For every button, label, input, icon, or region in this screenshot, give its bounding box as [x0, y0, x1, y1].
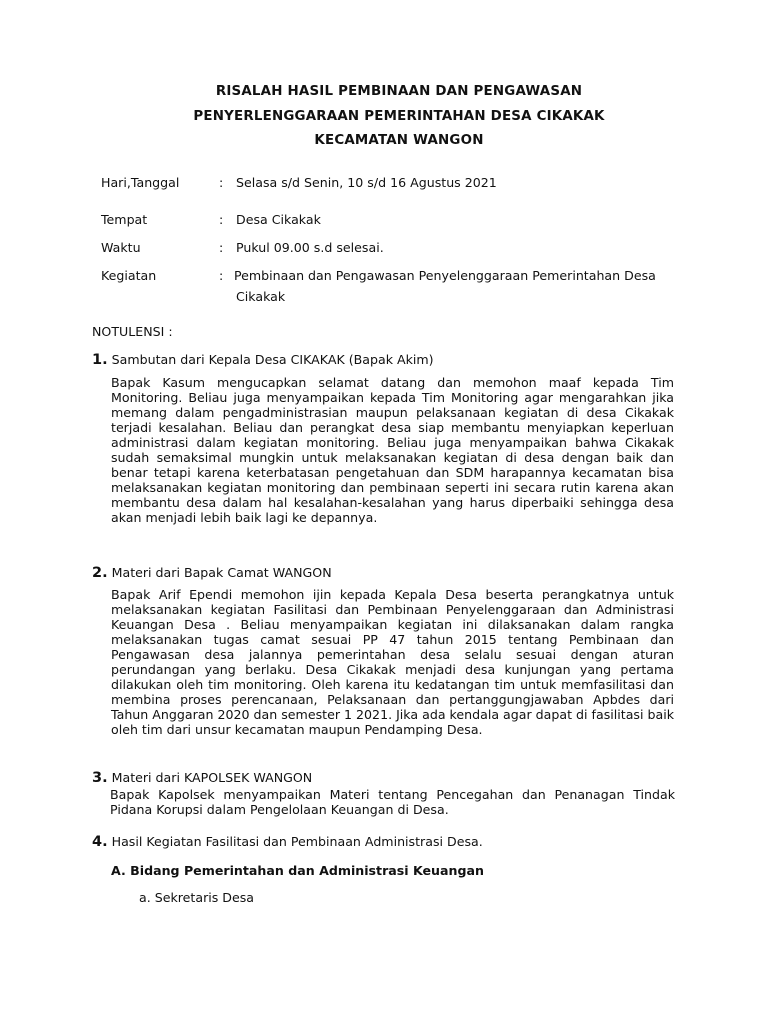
hari-value: Selasa s/d Senin, 10 s/d 16 Agustus 2021: [236, 175, 497, 190]
colon: :: [219, 240, 224, 255]
kegiatan-value-line-2: Cikakak: [236, 289, 286, 304]
subsection-a-item: a. Sekretaris Desa: [139, 890, 255, 905]
section-4-heading: [92, 833, 483, 851]
document-title-line-1: RISALAH HASIL PEMBINAAN DAN PENGAWASAN: [215, 84, 583, 99]
document-title-line-2: PENYERLENGGARAAN PEMERINTAHAN DESA CIKAKAK: [193, 109, 605, 124]
section-2-body: Bapak Arif Ependi memohon ijin kepada Kepala Desa beserta perangkatnya untuk melaksanakan kegiatan Fasilitasi dan Pembinaan Penyelenggaraan dan Administrasi Keuangan Desa . Beliau menyampaikan kegiatan ini dilaksanakan dalam rangka melaksanakan tugas camat sesuai PP 47 tahun 2015 tentang Pembinaan dan Pengawasan desa jalannya pemerintahan desa selalu sesuai dengan aturan perundangan yang berlaku. Desa Cikakak menjadi desa kunjungan yang pertama dilakukan oleh tim monitoring. Oleh karena itu kedatangan tim untuk memfasilitasi dan membina proses perencanaan, Pelaksanaan dan pertanggungjawaban Apbdes dari Tahun Anggaran 2020 dan semester 1 2021. Jika ada kendala agar dapat di fasilitasi baik oleh tim dari unsur kecamatan maupun Pendamping Desa.: [111, 587, 674, 737]
colon: :: [219, 212, 224, 227]
kegiatan-label: Kegiatan: [101, 268, 157, 283]
section-3-body: Bapak Kapolsek menyampaikan Materi tentang Pencegahan dan Penanagan Tindak Pidana Korupsi dalam Pengelolaan Keuangan di Desa.: [110, 787, 675, 817]
hari-label: Hari,Tanggal: [101, 175, 180, 190]
notulensi-label: NOTULENSI :: [92, 324, 173, 339]
document-title-line-3: KECAMATAN WANGON: [314, 133, 484, 148]
section-heading-text: Materi dari KAPOLSEK WANGON: [111, 770, 313, 785]
section-number: 3.: [92, 770, 108, 786]
tempat-value: Desa Cikakak: [236, 212, 321, 227]
section-2-heading: [92, 564, 332, 582]
section-1-heading: [92, 351, 434, 369]
section-3-heading: [92, 769, 312, 787]
colon: :: [219, 175, 224, 190]
section-heading-text: Hasil Kegiatan Fasilitasi dan Pembinaan Administrasi Desa.: [111, 834, 483, 849]
section-number: 4.: [92, 834, 108, 850]
section-1-body: Bapak Kasum mengucapkan selamat datang dan memohon maaf kepada Tim Monitoring. Beliau juga menyampaikan kepada Tim Monitoring agar mengarahkan jika memang dalam pengadministrasian maupun pelaksanaan kegiatan di desa Cikakak terjadi kesalahan. Beliau dan perangkat desa siap membantu menyiapkan keperluan administrasi dalam kegiatan monitoring. Beliau juga menyampaikan bahwa Cikakak sudah semaksimal mungkin untuk melaksanakan kegiatan di desa dengan baik dan benar tetapi karena keterbatasan pengetahuan dan SDM harapannya kecamatan bisa melaksanakan kegiatan monitoring dan pembinaan seperti ini secara rutin karena akan membantu desa dalam hal kesalahan-kesalahan yang harus diperbaiki sehingga desa akan menjadi lebih baik lagi ke depannya.: [111, 375, 674, 525]
kegiatan-value-line-1: Pembinaan dan Pengawasan Penyelenggaraan Pemerintahan Desa: [234, 268, 656, 283]
section-number: 1.: [92, 352, 108, 368]
tempat-label: Tempat: [101, 212, 148, 227]
subsection-a-heading: A. Bidang Pemerintahan dan Administrasi Keuangan: [111, 863, 484, 878]
section-heading-text: Materi dari Bapak Camat WANGON: [111, 565, 332, 580]
waktu-label: Waktu: [101, 240, 141, 255]
section-heading-text: Sambutan dari Kepala Desa CIKAKAK (Bapak Akim): [111, 352, 434, 367]
colon: :: [219, 268, 224, 283]
waktu-value: Pukul 09.00 s.d selesai.: [236, 240, 384, 255]
section-number: 2.: [92, 565, 108, 581]
